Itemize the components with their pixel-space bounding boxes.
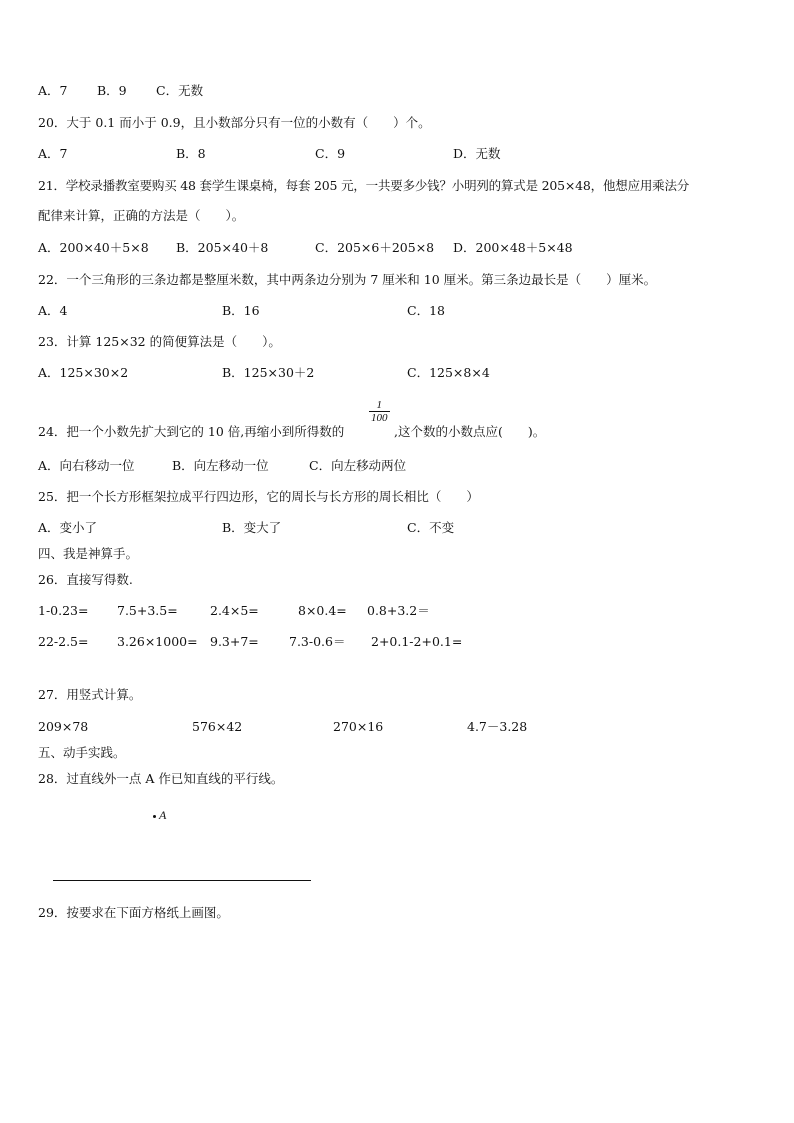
q26-row1-item: 2.4×5= (210, 603, 259, 618)
q20-option-d: D．无数 (453, 146, 501, 161)
q27-item: 4.7－3.28 (467, 719, 528, 734)
q26-row2-item: 9.3+7= (210, 634, 259, 649)
q28-question: 28．过直线外一点 A 作已知直线的平行线。 (38, 771, 284, 786)
q26-row1-item: 1-0.23= (38, 603, 89, 618)
q24-fraction (369, 399, 390, 424)
point-a-label: A (159, 808, 167, 822)
q21-question-line2: 配律来计算，正确的方法是（ ）。 (38, 208, 245, 223)
q22-option-c: C．18 (407, 303, 445, 318)
q26-row1-item: 0.8+3.2＝ (367, 603, 430, 618)
q26-row2-item: 22-2.5= (38, 634, 89, 649)
q26-row1-item: 8×0.4= (298, 603, 347, 618)
q22-option-b: B．16 (222, 303, 260, 318)
q24-fraction-denominator: 100 (371, 412, 388, 424)
q24-option-c: C．向左移动两位 (309, 458, 407, 473)
q21-option-c: C．205×6＋205×8 (315, 240, 435, 255)
q22-option-a: A．4 (38, 303, 68, 318)
q20-option-c: C．9 (315, 146, 346, 161)
q25-option-c: C．不变 (407, 520, 455, 535)
q23-option-a: A．125×30×2 (38, 365, 129, 380)
q22-question: 22．一个三角形的三条边都是整厘米数，其中两条边分别为 7 厘米和 10 厘米。第三条边最长是（ ）厘米。 (38, 272, 657, 287)
q26-row2-item: 7.3-0.6＝ (289, 634, 346, 649)
q24-option-b: B．向左移动一位 (172, 458, 269, 473)
q20-option-b: B．8 (176, 146, 206, 161)
q25-option-b: B．变大了 (222, 520, 282, 535)
q27-item: 270×16 (333, 719, 384, 734)
q25-question: 25．把一个长方形框架拉成平行四边形，它的周长与长方形的周长相比（ ） (38, 489, 479, 504)
q26-row2-item: 3.26×1000= (117, 634, 198, 649)
q23-option-b: B．125×30＋2 (222, 365, 315, 380)
q21-option-d: D．200×48＋5×48 (453, 240, 573, 255)
q19-option-b: B．9 (97, 83, 127, 98)
q19-option-a: A．7 (38, 83, 68, 98)
q24-option-a: A．向右移动一位 (38, 458, 135, 473)
q27-item: 209×78 (38, 719, 89, 734)
q21-option-b: B．205×40＋8 (176, 240, 269, 255)
q23-option-c: C．125×8×4 (407, 365, 490, 380)
q27-item: 576×42 (192, 719, 243, 734)
q21-question-line1: 21．学校录播教室要购买 48 套学生课桌椅，每套 205 元，一共要多少钱？小明列的算式是 205×48，他想应用乘法分 (38, 178, 690, 193)
q23-question: 23．计算 125×32 的简便算法是（ ）。 (38, 334, 281, 349)
q24-question-end: ,这个数的小数点应( )。 (394, 424, 546, 439)
q27-question: 27．用竖式计算。 (38, 687, 142, 702)
point-a (153, 808, 166, 823)
q26-row2-item: 2+0.1-2+0.1= (371, 634, 463, 649)
q20-option-a: A．7 (38, 146, 68, 161)
q24-question-start: 24．把一个小数先扩大到它的 10 倍,再缩小到所得数的 (38, 424, 345, 439)
given-straight-line (53, 880, 311, 881)
q25-option-a: A．变小了 (38, 520, 98, 535)
q20-question: 20．大于 0.1 而小于 0.9，且小数部分只有一位的小数有（ ）个。 (38, 115, 431, 130)
q24-fraction-numerator: 1 (369, 399, 390, 412)
section-5-title: 五、动手实践。 (38, 745, 126, 760)
q29-question: 29．按要求在下面方格纸上画图。 (38, 905, 229, 920)
section-4-title: 四、我是神算手。 (38, 546, 139, 561)
q21-option-a: A．200×40＋5×8 (38, 240, 149, 255)
point-a-dot-icon (153, 815, 156, 818)
q19-option-c: C．无数 (156, 83, 204, 98)
q26-question: 26．直接写得数. (38, 572, 133, 587)
q26-row1-item: 7.5+3.5= (117, 603, 178, 618)
